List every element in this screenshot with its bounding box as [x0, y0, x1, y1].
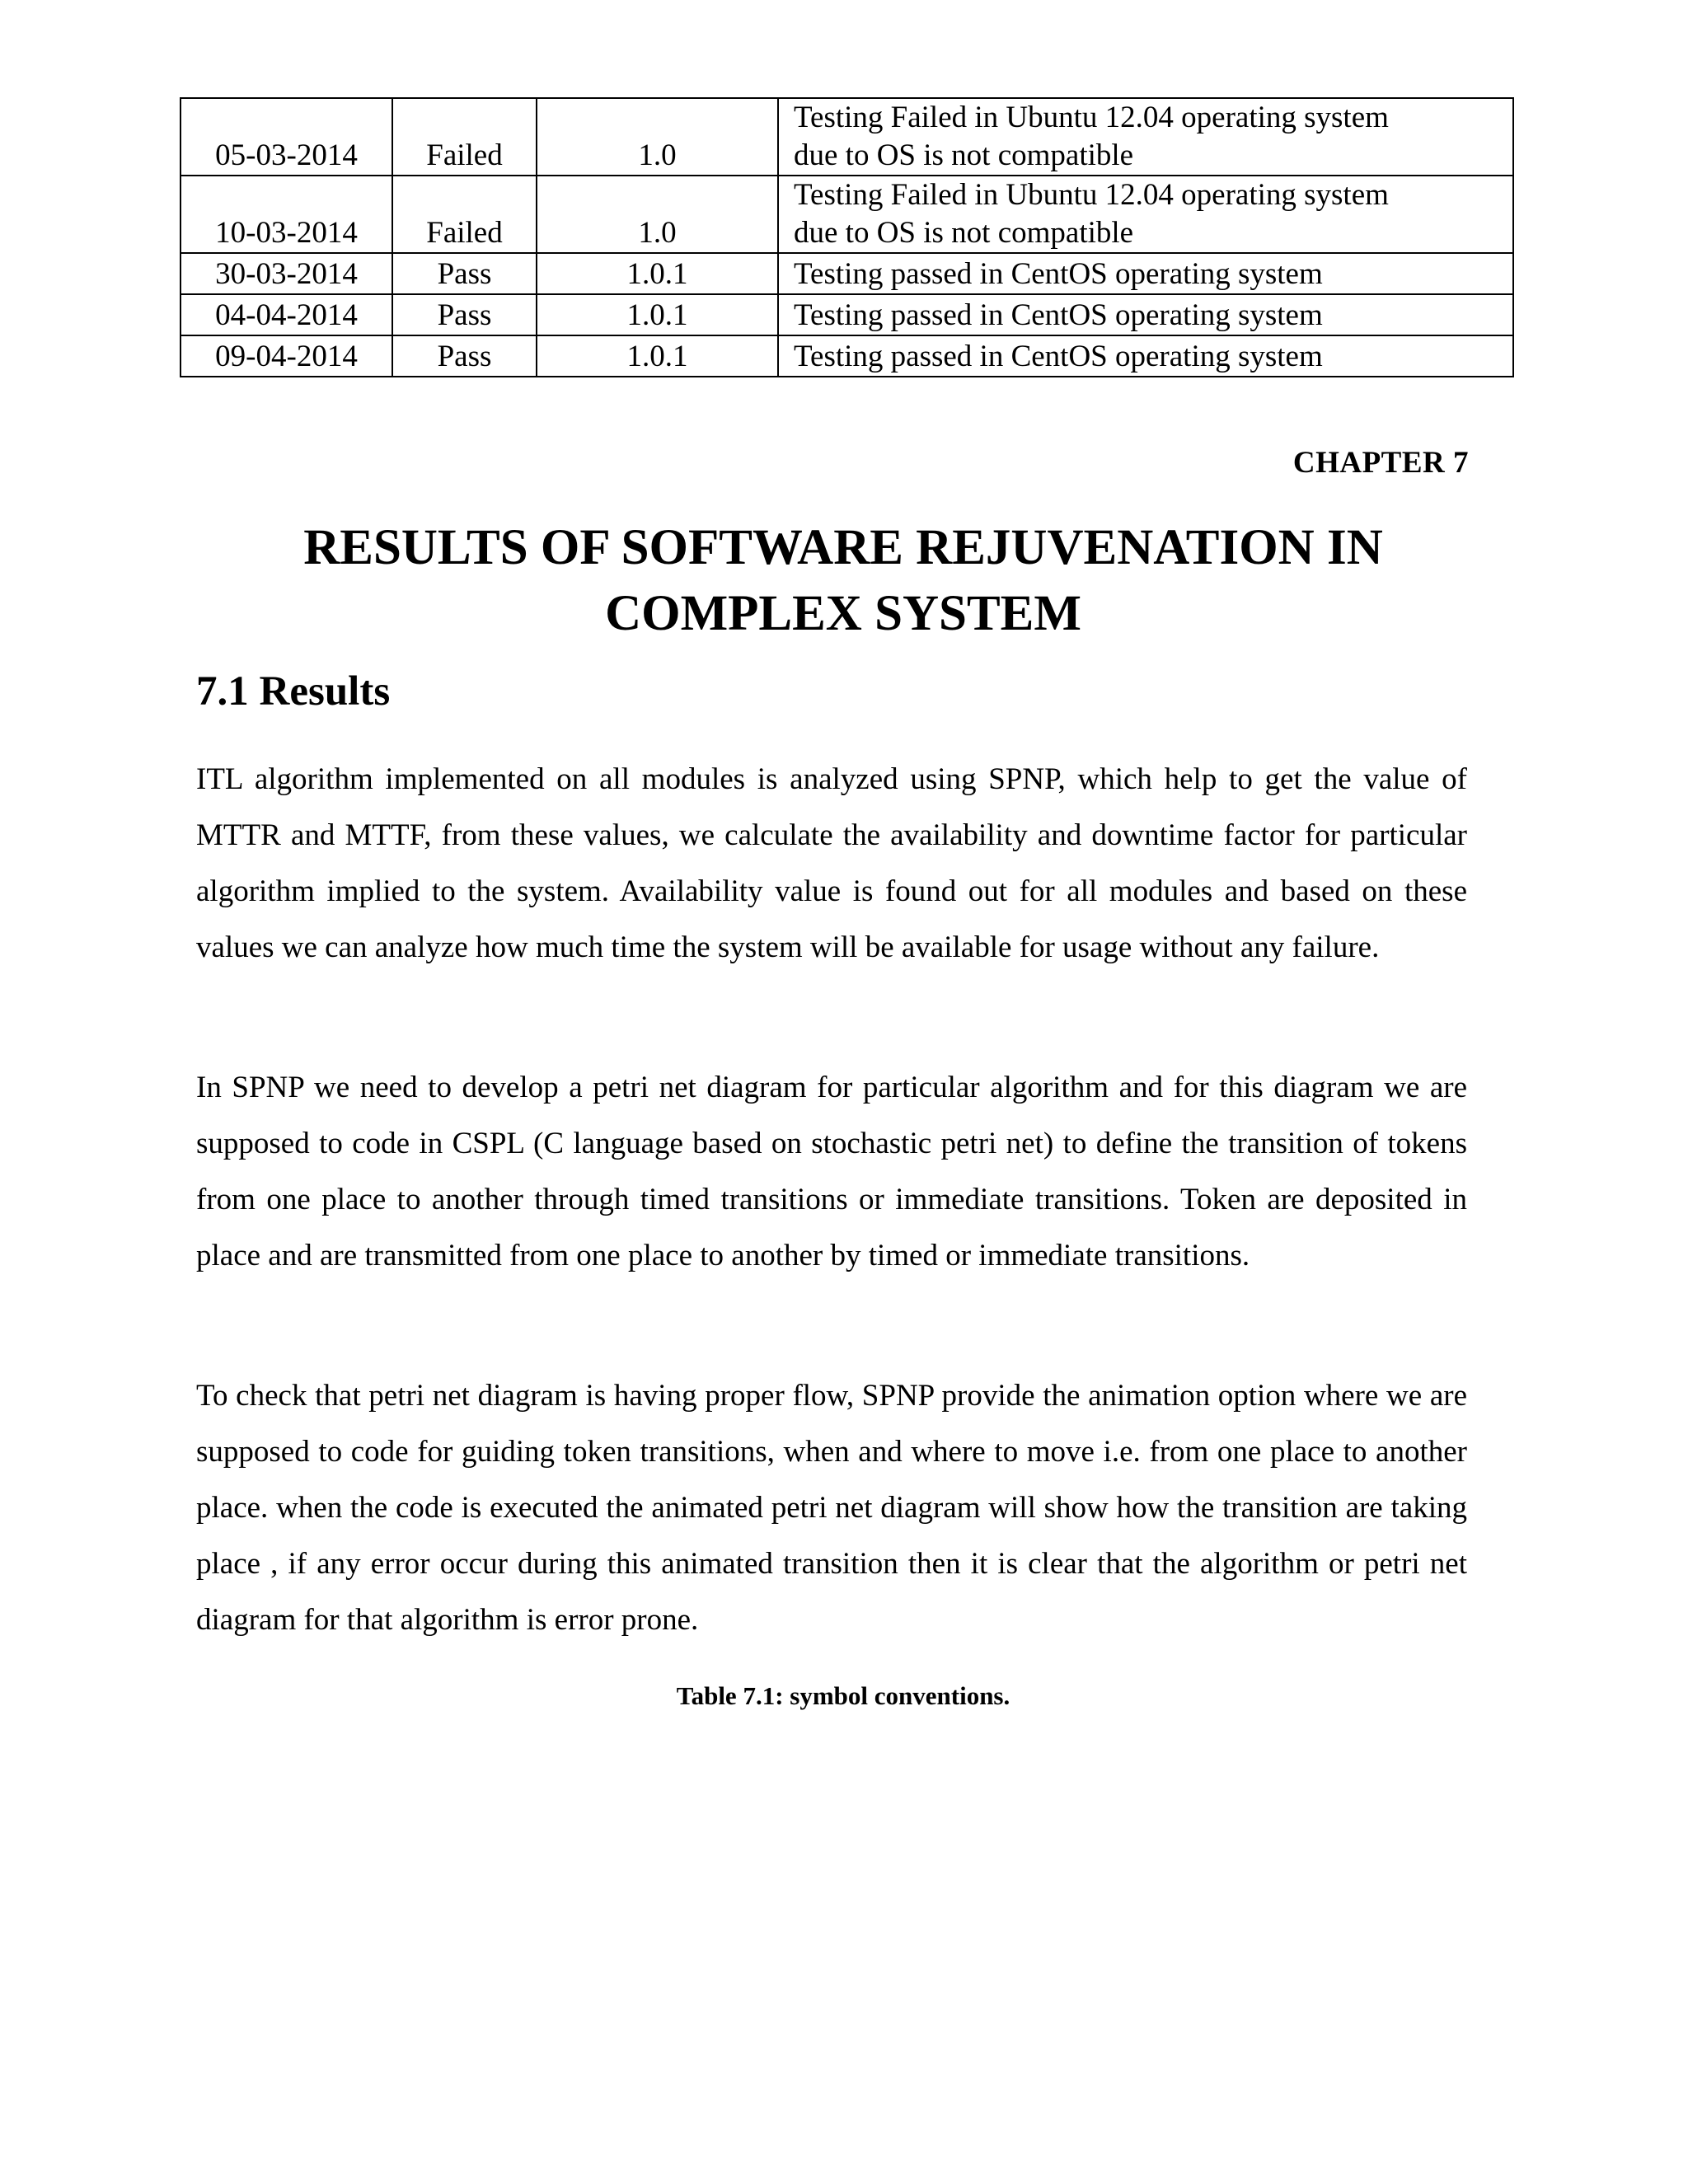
table-cell-date: 30-03-2014 — [181, 253, 392, 294]
chapter-title-line: RESULTS OF SOFTWARE REJUVENATION IN — [303, 520, 1383, 575]
test-results-table — [180, 97, 1514, 377]
table-cell-status: Failed — [392, 98, 537, 176]
table-row — [181, 176, 1513, 253]
table-cell-date: 05-03-2014 — [181, 98, 392, 176]
table-cell-status: Failed — [392, 176, 537, 253]
table-cell-version: 1.0.1 — [537, 335, 778, 377]
description-line: Testing Failed in Ubuntu 12.04 operating system — [794, 178, 1389, 212]
table-row — [181, 335, 1513, 377]
chapter-label: CHAPTER 7 — [1292, 446, 1469, 480]
table-cell-description: Testing passed in CentOS operating system — [778, 335, 1513, 377]
description-line: Testing Failed in Ubuntu 12.04 operating system — [794, 101, 1389, 134]
table-cell-status: Pass — [392, 294, 537, 335]
table-cell-date: 10-03-2014 — [181, 176, 392, 253]
body-paragraph: ITL algorithm implemented on all modules is analyzed using SPNP, which help to get the value of MTTR and MTTF, from these values, we calculate the availability and downtime factor for particular algorithm implied to the system. Availability value is found out for all modules and based on these values we can analyze how much time the system will be available for usage without any failure. — [196, 762, 1467, 964]
table-cell-description — [778, 98, 1513, 176]
table-row — [181, 294, 1513, 335]
table-cell-status: Pass — [392, 253, 537, 294]
table-row — [181, 253, 1513, 294]
table-row — [181, 98, 1513, 176]
table-cell-version: 1.0.1 — [537, 253, 778, 294]
chapter-title-line: COMPLEX SYSTEM — [605, 586, 1081, 641]
table-cell-description: Testing passed in CentOS operating system — [778, 294, 1513, 335]
table-cell-description — [778, 176, 1513, 253]
chapter-title — [180, 515, 1507, 647]
table-cell-version: 1.0 — [537, 98, 778, 176]
section-heading: 7.1 Results — [196, 668, 391, 715]
table-cell-description: Testing passed in CentOS operating system — [778, 253, 1513, 294]
table-cell-status: Pass — [392, 335, 537, 377]
table-cell-date: 04-04-2014 — [181, 294, 392, 335]
body-paragraph: In SPNP we need to develop a petri net diagram for particular algorithm and for this diagram we are supposed to code in CSPL (C language based on stochastic petri net) to define the transition of tokens from one place to another through timed transitions or immediate transitions. Token are deposited in place and are transmitted from one place to another by timed or immediate transitions. — [196, 1071, 1467, 1272]
body-paragraph: To check that petri net diagram is having proper flow, SPNP provide the animation option where we are supposed to code for guiding token transitions, when and where to move i.e. from one place to another place. when the code is executed the animated petri net diagram will show how the transition are taking place , if any error occur during this animated transition then it is clear that the algorithm or petri net diagram for that algorithm is error prone. — [196, 1379, 1467, 1637]
table-cell-version: 1.0 — [537, 176, 778, 253]
table-caption: Table 7.1: symbol conventions. — [676, 1681, 1010, 1710]
description-line: due to OS is not compatible — [794, 138, 1134, 172]
description-line: due to OS is not compatible — [794, 216, 1134, 250]
table-cell-version: 1.0.1 — [537, 294, 778, 335]
table-cell-date: 09-04-2014 — [181, 335, 392, 377]
